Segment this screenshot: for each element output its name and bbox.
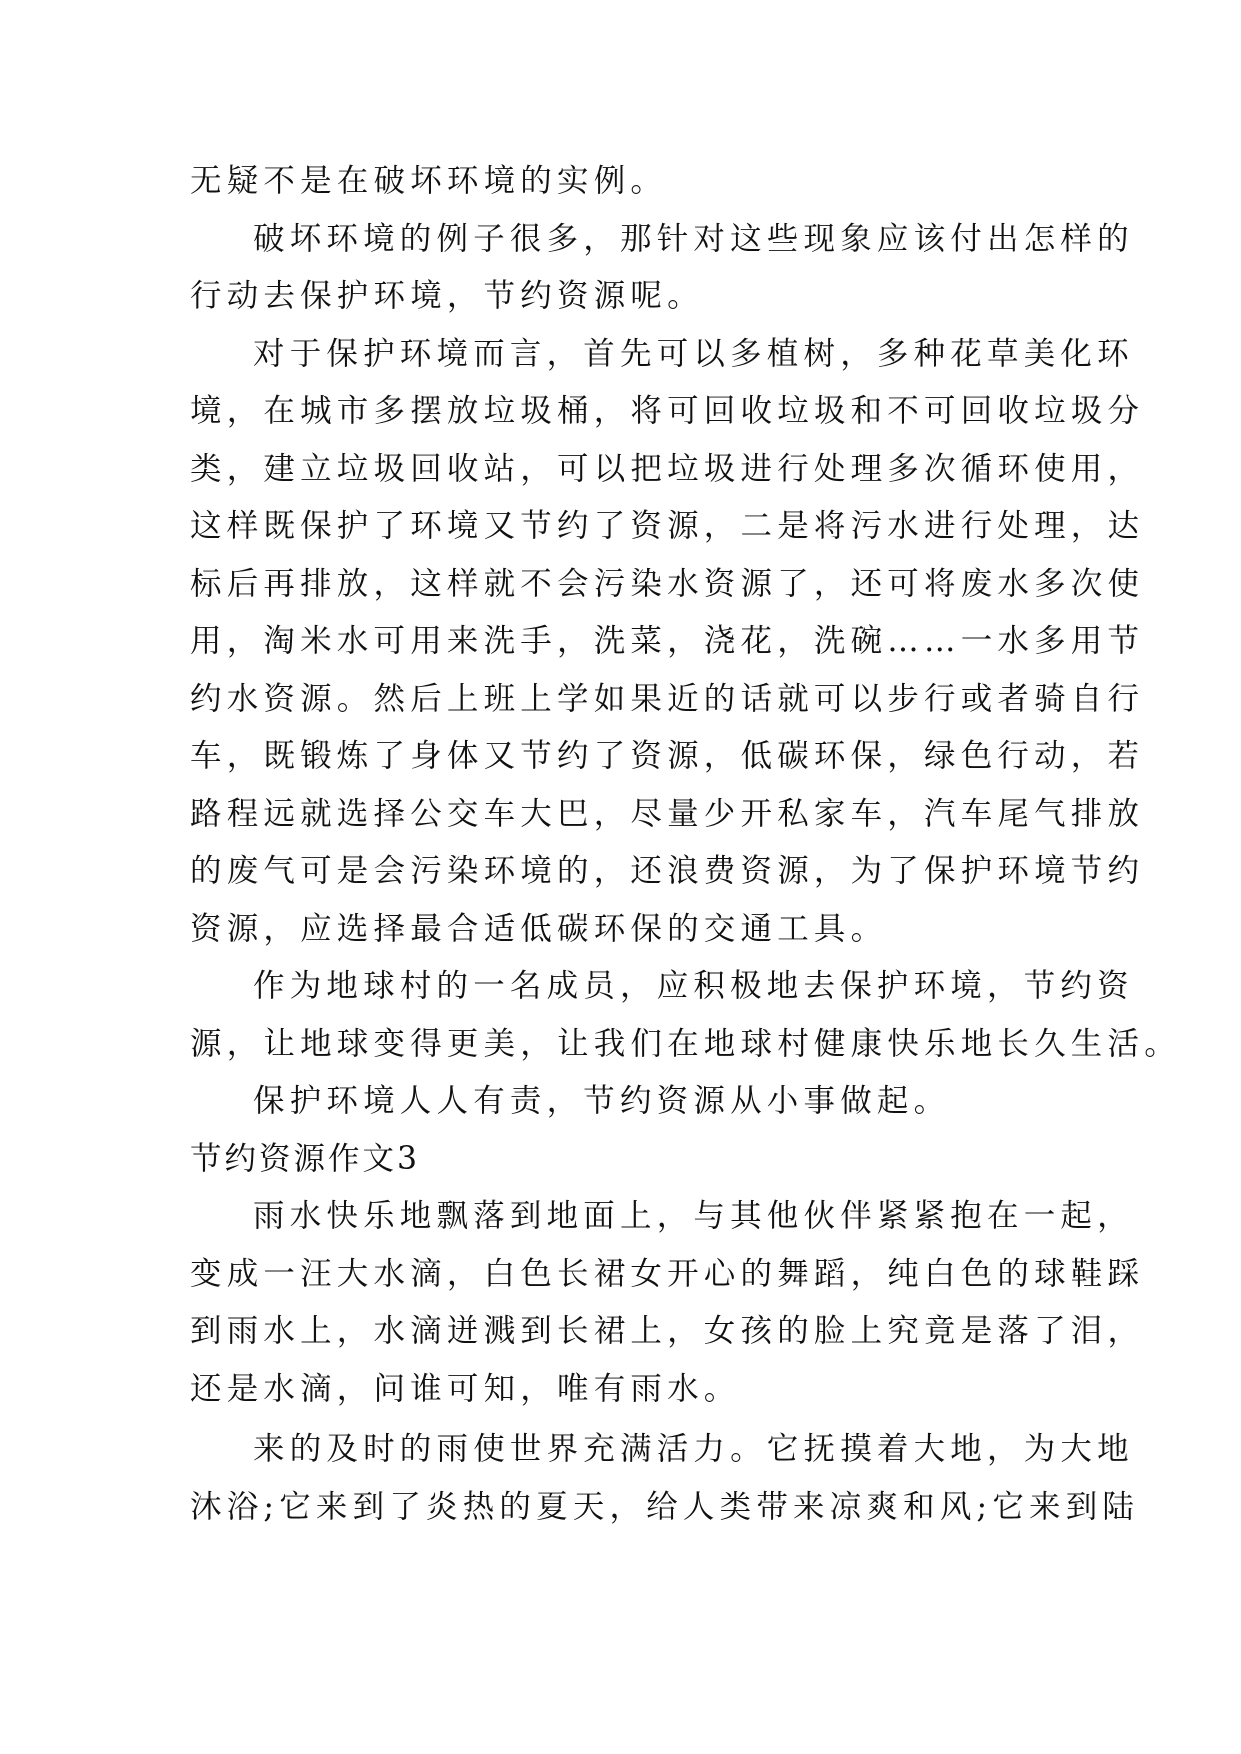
paragraph-line: 沐浴;它来到了炎热的夏天，给人类带来凉爽和风;它来到陆 — [190, 1488, 1140, 1525]
paragraph-line: 标后再排放，这样就不会污染水资源了，还可将废水多次使 — [190, 565, 1145, 602]
paragraph-line: 资源，应选择最合适低碳环保的交通工具。 — [190, 910, 888, 947]
paragraph-line: 路程远就选择公交车大巴，尽量少开私家车，汽车尾气排放 — [190, 795, 1145, 832]
paragraph-line: 源，让地球变得更美，让我们在地球村健康快乐地长久生活。 — [190, 1025, 1181, 1062]
paragraph-line: 对于保护环境而言，首先可以多植树，多种花草美化环 — [253, 335, 1134, 372]
paragraph-line: 车，既锻炼了身体又节约了资源，低碳环保，绿色行动，若 — [190, 738, 1145, 774]
paragraph-line: 雨水快乐地飘落到地面上，与其他伙伴紧紧抱在一起， — [253, 1198, 1134, 1234]
paragraph-line: 用，淘米水可用来洗手，洗菜，浇花，洗碗……一水多用节 — [190, 623, 1145, 659]
paragraph-line: 约水资源。然后上班上学如果近的话就可以步行或者骑自行 — [190, 680, 1145, 717]
section-heading: 节约资源作文3 — [190, 1140, 421, 1177]
paragraph-line: 还是水滴，问谁可知，唯有雨水。 — [190, 1370, 741, 1407]
paragraph-line: 变成一汪大水滴，白色长裙女开心的舞蹈，纯白色的球鞋踩 — [190, 1255, 1145, 1292]
paragraph-line: 破坏环境的例子很多，那针对这些现象应该付出怎样的 — [253, 220, 1134, 257]
paragraph-line: 来的及时的雨使世界充满活力。它抚摸着大地，为大地 — [253, 1431, 1134, 1467]
paragraph-line: 到雨水上，水滴迸溅到长裙上，女孩的脸上究竟是落了泪， — [190, 1313, 1145, 1349]
paragraph-line: 这样既保护了环境又节约了资源，二是将污水进行处理，达 — [190, 508, 1145, 544]
paragraph-line: 类，建立垃圾回收站，可以把垃圾进行处理多次循环使用， — [190, 450, 1145, 487]
paragraph-line: 行动去保护环境，节约资源呢。 — [190, 278, 704, 314]
paragraph-line: 的废气可是会污染环境的，还浪费资源，为了保护环境节约 — [190, 853, 1145, 889]
paragraph-line: 境，在城市多摆放垃圾桶，将可回收垃圾和不可回收垃圾分 — [190, 393, 1145, 429]
document-page — [190, 153, 1181, 1536]
paragraph-line: 无疑不是在破坏环境的实例。 — [190, 163, 668, 199]
paragraph-line: 保护环境人人有责，节约资源从小事做起。 — [253, 1083, 951, 1119]
paragraph-line: 作为地球村的一名成员，应积极地去保护环境，节约资 — [253, 968, 1134, 1004]
